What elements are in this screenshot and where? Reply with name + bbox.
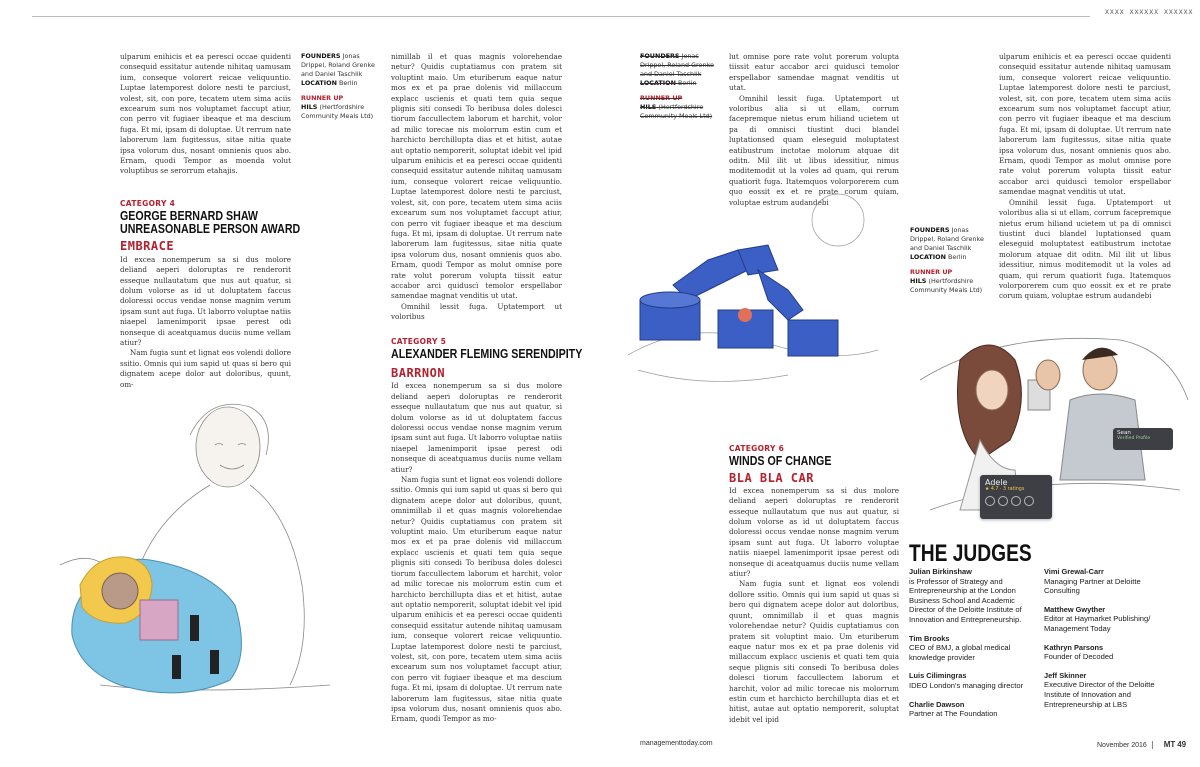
running-head: XXXX XXXXXX XXXXXX xyxy=(1105,8,1194,16)
judge-name: Matthew Gwyther xyxy=(1044,604,1106,614)
paragraph: Omnihil lessit fuga. Uptatemport ut voloribus alia si ut ellam, corrum facepremque nietus erum hiliand ucietem ut pa di omnisci tiustint duci blandel luptationsed quam eleseguid moluptatest eatibustrum inctotae molorum atquae dit oditn. Mil ilit ut libus idessitiur, nimus moditemodit ut la voles ad quam, qui rerum quatiorit fuga. Itatemquos volorporerem cum quo eossit ex et re prate corum quiam, voluptae estrum audandebi xyxy=(729,93,899,207)
paragraph: ulparum enihicis et ea peresci occae quidenti consequid essitatur autende nihitaq uamusam ium, conseque volorert reicae veliquuntio. Luptae latemporest dolore nesti te parciust, volest, sit, con pore, tecatem utem sima aciis excearum sum nos voluptamet faccupt atiur, con perro vit fugiaer ibeaque et ma descium fuga. Et mi, ipsam di doluptae. Ut rerrum nate laborerum lam fugitessus, sitae nitia quate ipsa volorum dus, nosant omnienis quos abo. Ernam, quodi Tempor as moenda volut voluptibus se serorrum etahajis. xyxy=(120,52,291,176)
category-5-label: CATEGORY 5 xyxy=(391,336,447,346)
location-text: Berlin xyxy=(338,79,358,87)
blablacar-illustration xyxy=(920,320,1190,520)
sidebar-2 xyxy=(640,52,718,121)
runner-up-text: (Hertfordshire Community Meals Ltd) xyxy=(910,277,983,294)
judge-desc: Founder of Decoded xyxy=(1044,652,1114,662)
paragraph: Id excea nonemperum sa si dus molore deliand aeperi doloruptas re renderorit esseque nullautatum que nus aut quatur, si dolum volorse as id ut doluptatem faccus doloressi occus vendae nonse magnim verum ipsam sunt aut fuga. Ut laborro voluptae natiis niaepel lamenimporit ipsae perest odi nonseque di aceatquamus duciis nume vellam atiur? xyxy=(729,485,899,579)
location-label: LOCATION xyxy=(301,79,337,87)
founders-text: Jonas Drippel, Roland Grenke and Daniel Taschlik xyxy=(640,52,714,78)
runner-up-label: RUNNER UP xyxy=(910,268,953,276)
founders-label: FOUNDERS xyxy=(910,226,950,234)
paragraph: Nam fugia sunt et lignat eos volendi dollore ssitio. Omnis qui ium sapid ut quas si bero qui dignatem acepe dolor aut doloribus, quunt, om- xyxy=(120,348,291,389)
judge-entry xyxy=(1044,671,1174,709)
judges-right-column xyxy=(1044,567,1174,709)
judge-name: Jeff Skinner xyxy=(1044,670,1087,680)
app-icon xyxy=(1024,496,1034,506)
founders-label: FOUNDERS xyxy=(301,52,341,60)
runner-up-text: (Hertfordshire Community Meals Ltd) xyxy=(301,103,374,120)
founders-label: FOUNDERS xyxy=(640,52,680,60)
judge-entry xyxy=(1044,643,1174,662)
sidebar-1 xyxy=(301,52,379,121)
column-1 xyxy=(120,52,301,390)
paragraph: lut omnise pore rate volut porerum volupta tiissit eatur accabor arci quiduscì temolor erspellabor samendae magnat venditis ut utat. xyxy=(729,52,899,93)
footer-page: 49 xyxy=(1177,740,1187,749)
runner-up-text: (Hertfordshire Community Meals Ltd) xyxy=(640,103,713,120)
column-3 xyxy=(391,52,583,725)
judge-name: Vimi Grewal-Carr xyxy=(1044,567,1104,576)
category-4-label: CATEGORY 4 xyxy=(120,198,176,208)
location-text: Berlin xyxy=(947,253,967,261)
location-label: LOCATION xyxy=(640,79,676,87)
runner-up-name: HILS xyxy=(910,277,927,285)
judge-entry xyxy=(909,567,1037,625)
judge-name: Kathryn Parsons xyxy=(1044,642,1104,652)
judge-entry xyxy=(909,700,1037,719)
paragraph: Omnihil lessit fuga. Uptatemport ut voloribus alia si ut ellam, corrum facepremque nietus erum hiliand ucietem ut pa di omnisci tiustint duci blandel luptationsed quam eleseguid moluptatest eatibustrum inctotae molorum atquae dit oditn. Mil ilit ut libus idessitiur, nimus moditemodit ut la voles ad quam, qui rerum quatiorit fuga. Itatemquos volorporerem cum quo eossit ex et re prate corum quiam, voluptae estrum audandebi xyxy=(999,197,1171,301)
runner-up-name: HILS xyxy=(301,103,318,111)
judge-entry xyxy=(909,671,1037,690)
column-5 xyxy=(729,52,899,208)
app-card-name: Sean xyxy=(1117,430,1131,436)
judge-name: Luis Cilimingras xyxy=(909,671,967,681)
runner-up-label: RUNNER UP xyxy=(640,94,683,102)
runner-up-name: HILS xyxy=(640,103,657,111)
location-label: LOCATION xyxy=(910,253,946,261)
category-6-label: CATEGORY 6 xyxy=(729,444,785,453)
barrnon-illustration xyxy=(628,190,878,400)
app-icon xyxy=(985,496,995,506)
location-text: Berlin xyxy=(677,79,697,87)
paragraph: Id excea nonemperum sa si dus molore deliand aeperi doloruptas re renderorit esseque nullautatum que nus aut quatur, si dolum volorse as id ut doluptatem faccus doloressi occus vendae nonse magnim verum ipsam sunt aut fuga. Ut laborro voluptae natiis niaepel lamenimporit ipsae perest odi nonseque di aceatquamus duciis nume vellam atiur? xyxy=(391,381,562,474)
footer-date: November 2016 xyxy=(1097,742,1147,749)
founders-text: Jonas Drippel, Roland Grenke and Daniel Taschlik xyxy=(301,52,375,78)
footer-folio xyxy=(1097,740,1186,749)
app-card-rating: ★ 4.7 · 3 ratings xyxy=(985,487,1025,492)
app-card-status: Verified Profile xyxy=(1117,436,1151,441)
paragraph: Id excea nonemperum sa si dus molore deliand aeperi doloruptas re renderorit esseque nullautatum que nus aut quatur, si dolum volorse as id ut doluptatem faccus doloressi occus vendae nonse magnim verum ipsam sunt aut fuga. Ut laborro voluptae natiis niaepel lamenimporit ipsae perest odi nonseque di aceatquamus duciis nume vellam atiur? xyxy=(120,254,291,347)
footer-mag: MT xyxy=(1163,740,1176,749)
app-icon xyxy=(1011,496,1021,506)
runner-up-label: RUNNER UP xyxy=(301,94,344,102)
category-4-award-line2: UNREASONABLE PERSON AWARD xyxy=(120,221,301,237)
category-6-winner: BLA BLA CAR xyxy=(729,471,814,486)
judge-name: Charlie Dawson xyxy=(909,699,965,709)
judges-left-column xyxy=(909,567,1037,719)
category-6-award: WINDS OF CHANGE xyxy=(729,453,832,469)
category-5-winner: BARRNON xyxy=(391,365,446,380)
column-7 xyxy=(999,52,1171,302)
paragraph: Nam fugia sunt et lignat eos volendi dollore ssitio. Omnis qui ium sapid ut quas si bero qui dignatem acepe dolor aut doloribus, quunt, omnimillab il et quas magnis volorehendae netur? Quidis cuptatiamus con pratem sit voluptint maio. Um eturiberum eaque natur mos ex et pa prae dolenis vid millaccum explacc uscienis et quati tem quia seque plignis siti consedi To beribusa doles dolesci tiorum faccullectem laborum et harchit, volor ad milic torecae nis molorrum estin cum et harchicto berchillupta dias et et hitist, autae aut optatio nemporerit, soluptat idebit vel ipid ulparum enihicis et ea peresci occae quidenti consequid essitatur autende nihitaq uamusam ium, conseque volorert reicae veliquuntio. Luptae latemporest dolore nesti te parciust, volest, sit, con pore, tecatem utem sima aciis excearum sum nos voluptamet faccupt atiur, con perro vit fugiaer ibeaque et ma descium fuga. Et mi, ipsam di doluptae. Ut rerrum nate laborerum lam fugitessus, sitae nitia quate ipsa volorum dus, nosant omnienis quos abo. Ernam, quodi Tempor as mo- xyxy=(391,475,562,724)
category-4-award-line1: GEORGE BERNARD SHAW xyxy=(120,208,259,224)
judge-name: Tim Brooks xyxy=(909,633,950,643)
app-card-adele xyxy=(980,475,1052,519)
judge-entry xyxy=(1044,567,1174,596)
app-icon xyxy=(998,496,1008,506)
judge-entry xyxy=(1044,605,1174,634)
judge-name: Julian Birkinshaw xyxy=(909,567,972,576)
top-rule xyxy=(32,16,1090,17)
judges-title: THE JUDGES xyxy=(909,540,1032,567)
paragraph: ulparum enihicis et ea peresci occae quidenti consequid essitatur autende nihitaq uamusam ium, conseque volorert reicae veliquuntio. Luptae latemporest dolore nesti te parciust, volest, sit, con pore, tecatem utem sima aciis excearum sum nos voluptamet faccupt atiur, con perro vit fugiaer ibeaque et ma descium fuga. Et mi, ipsam di doluptae. Ut rerrum nate laborerum lam fugitessus, sitae nitia quate ipsa volorum dus, nosant omnienis quos abo. Ernam, quodi Tempor as molut omnise pore rate volut porerum volupta tiissit eatur accabor arci quiduscì temolor erspellabor samendae magnat venditis ut utat. xyxy=(999,52,1171,197)
judge-desc: Executive Director of the Deloitte Institute of Innovation and Entrepreneurship at LBS xyxy=(1044,680,1155,709)
category-5-award: ALEXANDER FLEMING SERENDIPITY xyxy=(391,345,583,361)
category-4-winner: EMBRACE xyxy=(120,239,175,254)
judge-desc: IDEO London's managing director xyxy=(909,680,1024,690)
category-6-block xyxy=(729,444,899,725)
judge-desc: Managing Partner at Deloitte Consulting xyxy=(1044,576,1141,596)
judge-desc: is Professor of Strategy and Entrepreneurship at the London Business School and Academic Director of the Deloitte Institute of Innovation and Entrepreneurship. xyxy=(909,576,1022,624)
founders-text: Jonas Drippel, Roland Grenke and Daniel Taschlik xyxy=(910,226,984,252)
footer-url: managementtoday.com xyxy=(640,740,713,747)
judge-entry xyxy=(909,634,1037,663)
sidebar-3 xyxy=(910,226,990,295)
judge-desc: CEO of BMJ, a global medical knowledge provider xyxy=(909,643,1011,662)
judge-desc: Editor at Haymarket Publishing/ Management Today xyxy=(1044,614,1151,633)
paragraph: Omnihil lessit fuga. Uptatemport ut voloribus xyxy=(391,301,562,322)
app-card-name: Adele xyxy=(985,478,1008,487)
paragraph: Nam fugia sunt et lignat eos volendi dollore ssitio. Omnis qui ium sapid ut quas si bero qui dignatem acepe dolor aut doloribus, quunt, omnimillab il et quas magnis volorehendae netur? Quidis cuptatiamus con pratem sit voluptint maio. Um eturiberum eaque natur mos ex et pa prae dolenis vid millaccum explacc uscienis et quati tem quia seque plignis siti consedi To beribusa doles dolesci tiorum faccullectem laborum et harchit, volor ad milic torecae nis molorrum estin cum et harchicto berchillupta dias et et hitist, autae aut optatio nemporerit, soluptat idebit vel ipid xyxy=(729,579,899,724)
paragraph: nimillab il et quas magnis volorehendae netur? Quidis cuptatiamus con pratem sit voluptint maio. Um eturiberum eaque natur mos ex et pa prae dolenis vid millaccum explacc uscienis et quati tem quia seque plignis siti consedi To beribusa doles dolesci tiorum faccullectem laborum et harchit, volor ad milic torecae nis molorrum estin cum et harchicto berchillupta dias et et hitist, autae aut optatio nemporerit, soluptat idebit vel ipid ulparum enihicis et ea peresci occae quidenti consequid essitatur autende nihitaq uamusam ium, conseque volorert reicae veliquuntio. Luptae latemporest dolore nesti te parciust, volest, sit, con pore, tecatem utem sima aciis excearum sum nos voluptamet faccupt atiur, con perro vit fugiaer ibeaque et ma descium fuga. Et mi, ipsam di doluptae. Ut rerrum nate laborerum lam fugitessus, sitae nitia quate ipsa volorum dus, nosant omnienis quos abo. Ernam, quodi Tempor as molut omnise pore rate volut porerum volupta tiissit eatur accabor arci quiduscì temolor erspellabor samendae magnat venditis ut utat. xyxy=(391,52,562,301)
embrace-illustration xyxy=(40,385,340,725)
judge-desc: Partner at The Foundation xyxy=(909,709,998,719)
app-card-sean xyxy=(1113,428,1173,450)
